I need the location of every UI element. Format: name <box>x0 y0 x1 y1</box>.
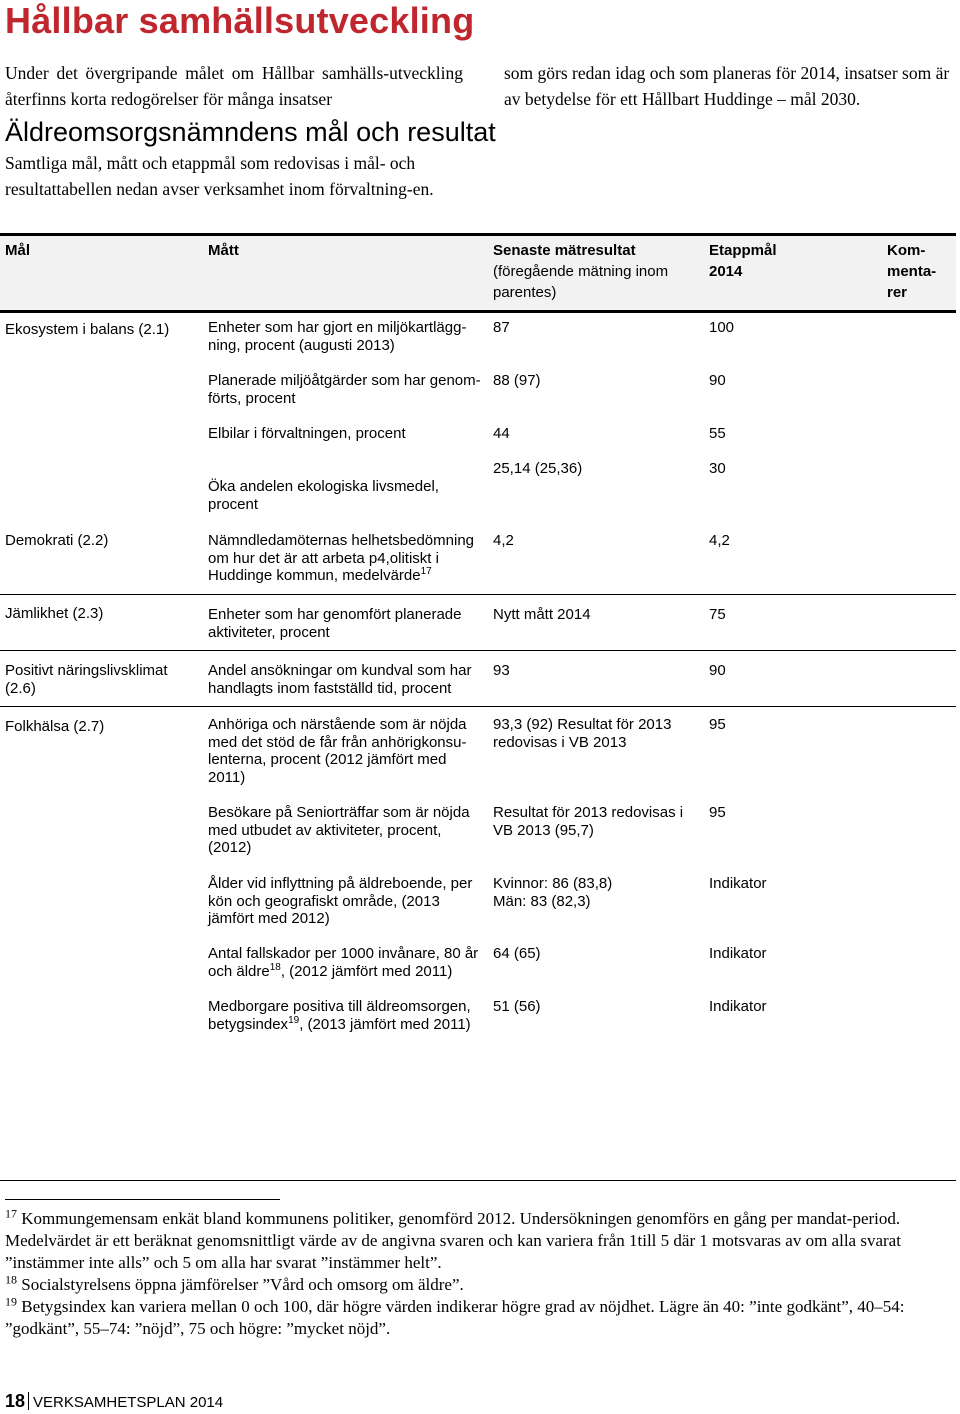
cell-latest: 25,14 (25,36) <box>493 460 583 477</box>
cell-latest: 93 <box>493 662 510 679</box>
intro-text-right: som görs redan idag och som planeras för 2014, insatser som är av betydelse för ett Hållbart Huddinge – mål 2030. <box>504 63 950 109</box>
cell-measure: Planerade miljöåtgärder som har genom-förts, procent <box>208 372 481 407</box>
cell-latest: 64 (65) <box>493 945 541 962</box>
cell-goal: Ekosystem i balans (2.1) <box>5 321 170 338</box>
cell-measure: Ålder vid inflyttning på äldreboende, per kön och geografiskt område, (2013 jämfört med 2012) <box>208 875 473 927</box>
header-latest-bold: Senaste mätresultat <box>493 242 636 259</box>
intro-text-left: Under det övergripande målet om Hållbar samhälls-utveckling återfinns korta redogörelser för många insatser <box>5 63 463 109</box>
cell-latest-line: Kvinnor: 86 (83,8) <box>493 875 613 892</box>
row-divider <box>0 594 956 595</box>
footnote-text: Betygsindex kan variera mellan 0 och 100, där högre värden indikerar högre grad av nöjdhet. Lägre än 40: ”inte godkänt”, 40–54: ”godkänt”, 55–74: ”nöjd”, 75 och högre: ”mycket nöjd”. <box>5 1297 905 1338</box>
cell-measure-text: Antal fallskador per 1000 invånare, 80 år och äldre <box>208 945 479 980</box>
footnote-text: Kommungemensam enkät bland kommunens politiker, genomförd 2012. Undersökningen genomförs en gång per mandat-period. Medelvärdet är ett beräknat genomsnittligt värde av de angivna svaren och kan variera från 1till 5 där 1 motsvaras av om alla svarat ”instämmer inte alls” och 5 om alla har svarat ”instämmer helt”. <box>5 1209 901 1272</box>
cell-latest: 44 <box>493 425 510 442</box>
cell-target: 90 <box>709 372 726 389</box>
cell-goal: Positivt näringslivsklimat (2.6) <box>5 662 168 697</box>
cell-goal: Jämlikhet (2.3) <box>5 605 104 622</box>
footnote-17 <box>5 1208 960 1274</box>
footnote-ref-19: 19 <box>288 1014 300 1026</box>
cell-target: Indikator <box>709 998 767 1015</box>
header-latest-normal: (föregående mätning inom parentes) <box>493 263 669 301</box>
table-header-rule <box>0 310 956 313</box>
footnote-18 <box>5 1274 960 1296</box>
cell-latest: 51 (56) <box>493 998 541 1015</box>
cell-latest: 93,3 (92) Resultat för 2013 redovisas i VB 2013 <box>493 716 672 751</box>
table-bottom-rule <box>0 1180 956 1181</box>
footer-doc-title: VERKSAMHETSPLAN 2014 <box>33 1394 224 1411</box>
footnote-separator <box>5 1199 280 1200</box>
cell-measure: Öka andelen ekologiska livsmedel, procent <box>208 478 439 513</box>
cell-latest <box>493 875 698 910</box>
page-footer <box>5 1390 223 1414</box>
cell-goal: Folkhälsa (2.7) <box>5 718 105 735</box>
cell-target: 95 <box>709 804 726 821</box>
cell-measure: Elbilar i förvaltningen, procent <box>208 425 406 442</box>
cell-measure: Anhöriga och närstående som är nöjda med det stöd de får från anhörigkonsu-lenterna, procent (2012 jämfört med 2011) <box>208 716 467 786</box>
footer-divider <box>28 1392 29 1410</box>
cell-measure-text: , (2012 jämfört med 2011) <box>280 962 453 980</box>
header-target: Etappmål 2014 <box>709 242 777 280</box>
cell-measure-text: Nämndledamöternas helhetsbedömning om hur det är att arbeta p4,olitiskt i Huddinge kommun, medelvärde <box>208 532 475 584</box>
cell-measure: Enheter som har genomfört planerade aktiviteter, procent <box>208 606 462 641</box>
cell-target: 90 <box>709 662 726 679</box>
footnote-ref-18: 18 <box>269 961 281 973</box>
page-title: Hållbar samhällsutveckling <box>5 0 475 41</box>
cell-latest: 88 (97) <box>493 372 541 389</box>
footnote-ref-17: 17 <box>420 566 432 577</box>
header-measure: Mått <box>208 242 239 259</box>
footnote-number: 18 <box>5 1272 17 1287</box>
cell-latest: Resultat för 2013 redovisas i VB 2013 (95,7) <box>493 804 684 839</box>
footnotes <box>5 1208 960 1340</box>
cell-target: 100 <box>709 319 735 336</box>
cell-target: 4,2 <box>709 532 730 549</box>
section-heading: Äldreomsorgsnämndens mål och resultat <box>5 117 496 147</box>
footnote-text: Socialstyrelsens öppna jämförelser ”Vård och omsorg om äldre”. <box>17 1275 464 1294</box>
cell-latest-line: Män: 83 (82,3) <box>493 892 591 910</box>
cell-target: 55 <box>709 425 726 442</box>
header-comments: Kom-menta-rer <box>887 242 937 301</box>
cell-target: Indikator <box>709 875 767 892</box>
cell-latest: Nytt mått 2014 <box>493 606 591 623</box>
footnote-number: 17 <box>5 1206 17 1221</box>
cell-target: 75 <box>709 606 726 623</box>
cell-target: 30 <box>709 460 726 477</box>
header-latest <box>493 240 698 303</box>
cell-measure: Besökare på Seniorträffar som är nöjda med utbudet av aktiviteter, procent, (2012) <box>208 804 470 856</box>
cell-measure <box>208 945 490 980</box>
cell-target: Indikator <box>709 945 767 962</box>
cell-goal: Demokrati (2.2) <box>5 532 109 549</box>
row-divider <box>0 650 956 651</box>
footnote-number: 19 <box>5 1294 17 1309</box>
cell-latest: 87 <box>493 319 510 336</box>
cell-measure: Andel ansökningar om kundval som har handlagts inom fastställd tid, procent <box>208 662 472 697</box>
cell-measure-text: , (2013 jämfört med 2011) <box>299 1015 471 1033</box>
cell-measure: Enheter som har gjort en miljökartlägg-ning, procent (augusti 2013) <box>208 319 467 354</box>
cell-measure <box>208 998 488 1033</box>
cell-latest: 4,2 <box>493 532 514 549</box>
section-text: Samtliga mål, mått och etappmål som redovisas i mål- och resultattabellen nedan avser verksamhet inom förvaltning-en. <box>5 153 434 199</box>
footnote-19 <box>5 1296 960 1340</box>
cell-target: 95 <box>709 716 726 733</box>
cell-measure <box>208 532 488 585</box>
page-number: 18 <box>5 1391 26 1411</box>
header-goal: Mål <box>5 242 31 259</box>
cell-measure-text: Medborgare positiva till äldreomsorgen, betygsindex <box>208 998 471 1033</box>
row-divider <box>0 706 956 707</box>
